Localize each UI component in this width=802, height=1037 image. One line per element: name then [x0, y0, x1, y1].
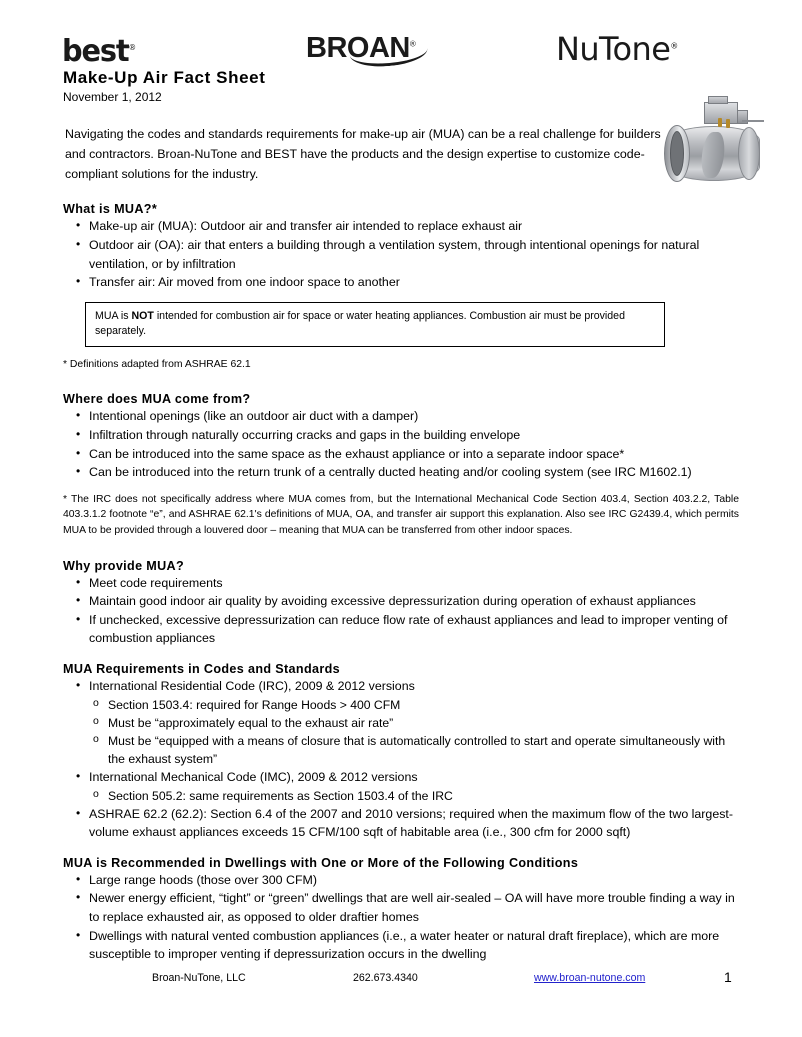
callout-emphasis: NOT: [131, 309, 154, 322]
section-spacer: [63, 539, 743, 559]
sub-bullet-list: [89, 787, 743, 805]
section-spacer: [63, 648, 743, 662]
footnote: * Definitions adapted from ASHRAE 62.1: [63, 358, 251, 370]
bullet-list: [63, 217, 743, 291]
page-number: 1: [724, 969, 732, 985]
section-heading: MUA is Recommended in Dwellings with One or More of the Following Conditions: [63, 855, 579, 870]
list-item: • Maintain good indoor air quality by avoiding excessive depressurization during operation of exhaust appliances: [63, 592, 743, 611]
bullet-list: [63, 574, 743, 648]
list-item: • Outdoor air (OA): air that enters a building through a ventilation system, through intentional openings for natural ventilation, or by infiltration: [63, 236, 743, 273]
list-item-text: International Residential Code (IRC), 2009 & 2012 versions: [89, 679, 415, 694]
intro-paragraph: Navigating the codes and standards requirements for make-up air (MUA) can be a real challenge for builders and contractors. Broan-NuTone and BEST have the products and the design expertise to customize code-compliant solutions for the industry.: [65, 127, 661, 182]
best-logo: [62, 34, 135, 69]
section-heading: Why provide MUA?: [63, 558, 185, 573]
list-item: • Can be introduced into the same space as the exhaust appliance or into a separate indoor space*: [63, 445, 743, 464]
section-spacer: [63, 372, 743, 392]
broan-logo-text: BROAN: [306, 32, 410, 64]
best-logo-text: best: [62, 34, 129, 69]
section-where-does-mua-come-from: [63, 392, 743, 538]
damper-actuator-rod: [742, 120, 764, 122]
list-item: • Meet code requirements: [63, 574, 743, 593]
broan-logo: [306, 32, 415, 65]
list-item: • Intentional openings (like an outdoor air duct with a damper): [63, 407, 743, 426]
sub-list-item: o Must be “approximately equal to the exhaust air rate”: [89, 714, 743, 732]
footnote: * The IRC does not specifically address where MUA comes from, but the International Mechanical Code Section 403.4, Section 403.2.2, Table 403.3.1.2 footnote “e”, and ASHRAE 62.1's definitions of MUA, OA, and transfer air support this explanation. Also see IRC G2439.4, which permits MUA to be provided through a louvered door – meaning that MUA can be transferred from other indoor spaces.: [63, 493, 739, 537]
list-item: • Infiltration through naturally occurring cracks and gaps in the building envelope: [63, 426, 743, 445]
footer-phone: 262.673.4340: [353, 972, 418, 984]
list-item: • If unchecked, excessive depressurization can reduce flow rate of exhaust appliances and lead to improper venting of combustion appliances: [63, 611, 743, 648]
sub-bullet-list: [89, 696, 743, 768]
section-what-is-mua: [63, 202, 743, 372]
list-item: • ASHRAE 62.2 (62.2): Section 6.4 of the 2007 and 2010 versions; required when the maximum flow of the two largest-volume exhaust appliances exceeds 15 CFM/100 sqft of habitable area (i.e., 300 cfm for 2000 sqft): [63, 805, 743, 842]
footer-website-link[interactable]: www.broan-nutone.com: [534, 972, 646, 984]
best-registered-mark: ®: [128, 43, 135, 52]
section-heading: What is MUA?*: [63, 202, 158, 217]
section-spacer: [63, 842, 743, 856]
broan-registered-mark: ®: [409, 39, 416, 49]
brand-logo-bar: [0, 16, 802, 69]
nutone-logo-text: NuTone: [556, 30, 671, 68]
list-item: • Make-up air (MUA): Outdoor air and transfer air intended to replace exhaust air: [63, 217, 743, 236]
callout-text-before: MUA is: [95, 309, 132, 322]
bullet-list: [63, 407, 743, 481]
list-item: • Newer energy efficient, “tight” or “green” dwellings that are well air-sealed – OA will have more trouble finding a way in to replace exhausted air, as opposed to older draftier homes: [63, 889, 743, 926]
list-item: • Can be introduced into the return trunk of a centrally ducted heating and/or cooling system (see IRC M1602.1): [63, 463, 743, 482]
page-title: Make-Up Air Fact Sheet: [63, 68, 266, 87]
sub-list-item: o Section 505.2: same requirements as Section 1503.4 of the IRC: [89, 787, 743, 805]
list-item: [63, 768, 743, 805]
callout-text-after: intended for combustion air for space or water heating appliances. Combustion air must be provided separately.: [95, 309, 625, 337]
section-heading: Where does MUA come from?: [63, 392, 251, 407]
list-item: • Transfer air: Air moved from one indoor space to another: [63, 273, 743, 292]
list-item-text: International Mechanical Code (IMC), 2009 & 2012 versions: [89, 769, 418, 784]
nutone-registered-mark: ®: [670, 41, 678, 51]
sub-list-item: o Section 1503.4: required for Range Hoods > 400 CFM: [89, 696, 743, 714]
bullet-list: [63, 871, 743, 964]
document-date: November 1, 2012: [63, 90, 162, 104]
bullet-list: [63, 677, 743, 842]
page-footer: [0, 969, 802, 994]
sub-list-item: o Must be “equipped with a means of closure that is automatically controlled to start and operate simultaneously with the exhaust system”: [89, 732, 743, 768]
list-item: • Dwellings with natural vented combustion appliances (i.e., a water heater or natural draft fireplace), which are more susceptible to improper venting if depressurization occurs in the dwelling: [63, 927, 743, 964]
section-why-provide-mua: [63, 559, 743, 648]
list-item: [63, 677, 743, 768]
nutone-logo: [556, 30, 678, 68]
section-mua-recommended: [63, 856, 743, 964]
document-body: [63, 68, 743, 964]
section-mua-requirements: [63, 662, 743, 842]
list-item: • Large range hoods (those over 300 CFM): [63, 871, 743, 890]
section-heading: MUA Requirements in Codes and Standards: [63, 662, 340, 677]
callout-box: [85, 302, 665, 347]
footer-company: Broan-NuTone, LLC: [152, 972, 246, 984]
